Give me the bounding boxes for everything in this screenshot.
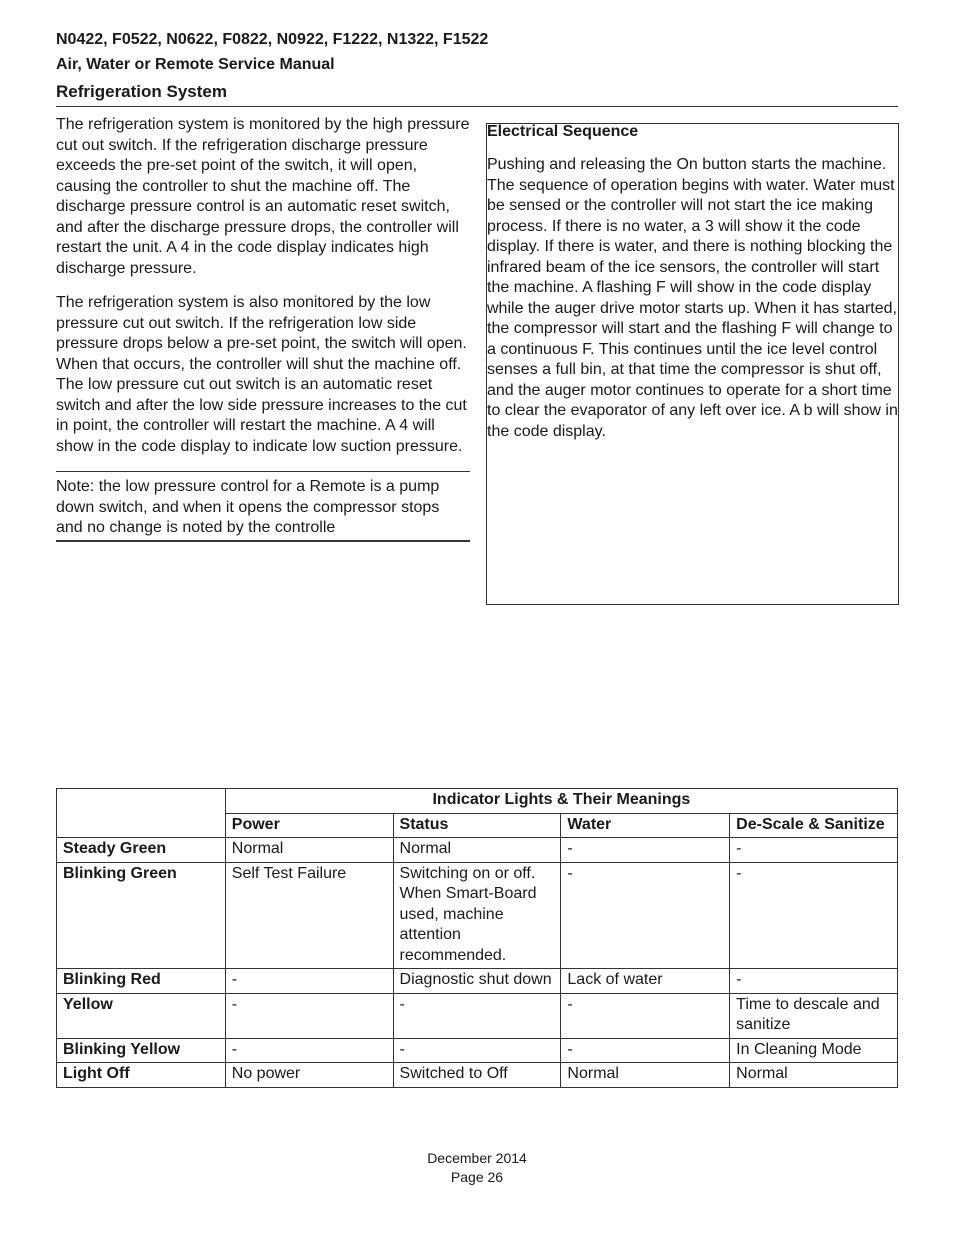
footer-date: December 2014	[427, 1150, 527, 1166]
column-header-water: Water	[561, 813, 730, 838]
row-label: Blinking Yellow	[57, 1038, 226, 1063]
column-header-status: Status	[393, 813, 561, 838]
table-cell: -	[561, 1038, 730, 1063]
table-cell: -	[730, 969, 898, 994]
row-label: Yellow	[57, 993, 226, 1038]
high-pressure-paragraph: The refrigeration system is monitored by the high pressure cut out switch. If the refrigeration discharge pressure exceeds the pre-set point of the switch, it will open, causing the controller to shut the machine off. The discharge pressure control is an automatic reset switch, and after the discharge pressure drops, the controller will restart the unit. A 4 in the code display indicates high discharge pressure.	[56, 116, 470, 277]
indicator-lights-table	[56, 788, 898, 1088]
page-number: Page 26	[450, 1169, 504, 1185]
table-cell: Self Test Failure	[225, 862, 393, 969]
table-cell: -	[561, 838, 730, 863]
row-label: Steady Green	[57, 838, 226, 863]
table-cell: Normal	[730, 1063, 898, 1088]
table-cell: Diagnostic shut down	[393, 969, 561, 994]
table-cell: -	[393, 993, 561, 1038]
table-cell: -	[225, 969, 393, 994]
table-row	[57, 862, 898, 969]
remote-note: Note: the low pressure control for a Remote is a pump down switch, and when it opens the compressor stops and no change is noted by the controlle	[56, 471, 470, 542]
table-cell: Switching on or off. When Smart-Board used, machine attention recommended.	[393, 862, 561, 969]
table-row	[57, 1063, 898, 1088]
table-cell: Lack of water	[561, 969, 730, 994]
table-corner-cell	[57, 789, 226, 838]
table-cell: Normal	[225, 838, 393, 863]
low-pressure-paragraph: The refrigeration system is also monitored by the low pressure cut out switch. If the refrigeration low side pressure drops below a pre-set point, the switch will open. When that occurs, the controller will shut the machine off. The low pressure cut out switch is an automatic reset switch and after the low side pressure increases to the cut in point, the controller will restart the machine. A 4 will show in the code display to indicate low suction pressure.	[56, 294, 467, 455]
section-title: Refrigeration System	[56, 82, 227, 101]
electrical-sequence-text: Pushing and releasing the On button starts the machine. The sequence of operation begins with water. Water must be sensed or the controller will not start the ice making process. If there is no water, a 3 will show it the code display. If there is water, and there is nothing blocking the infrared beam of the ice sensors, the controller will start the machine. A flashing F will show in the code display while the auger drive motor starts up. When it has started, the compressor will start and the flashing F will change to a continuous F. This continues until the ice level control senses a full bin, at that time the compressor is shut off, and the auger motor continues to operate for a short time to clear the evaporator of any left over ice. A b will show in the code display.	[487, 156, 898, 440]
table-row	[57, 993, 898, 1038]
table-cell: -	[225, 1038, 393, 1063]
electrical-sequence-title: Electrical Sequence	[487, 123, 639, 140]
table-cell: -	[730, 862, 898, 969]
table-cell: Normal	[561, 1063, 730, 1088]
table-title-row	[57, 789, 898, 814]
header-divider	[56, 106, 898, 107]
row-label: Light Off	[57, 1063, 226, 1088]
table-cell: -	[561, 993, 730, 1038]
model-numbers: N0422, F0522, N0622, F0822, N0922, F1222, N1322, F1522	[56, 31, 489, 48]
table-title: Indicator Lights & Their Meanings	[225, 789, 897, 814]
row-label: Blinking Red	[57, 969, 226, 994]
table-cell: -	[225, 993, 393, 1038]
table-row	[57, 838, 898, 863]
table-row	[57, 1038, 898, 1063]
table-row	[57, 969, 898, 994]
electrical-sequence-box	[486, 123, 899, 605]
column-header-power: Power	[225, 813, 393, 838]
column-header-descale: De-Scale & Sanitize	[730, 813, 898, 838]
row-label: Blinking Green	[57, 862, 226, 969]
table-cell: -	[393, 1038, 561, 1063]
table-cell: -	[730, 838, 898, 863]
manual-title: Air, Water or Remote Service Manual	[56, 56, 335, 73]
left-column	[56, 115, 470, 542]
table-cell: In Cleaning Mode	[730, 1038, 898, 1063]
table-cell: Time to descale and sanitize	[730, 993, 898, 1038]
table-cell: Switched to Off	[393, 1063, 561, 1088]
table-cell: Normal	[393, 838, 561, 863]
table-cell: -	[561, 862, 730, 969]
table-cell: No power	[225, 1063, 393, 1088]
